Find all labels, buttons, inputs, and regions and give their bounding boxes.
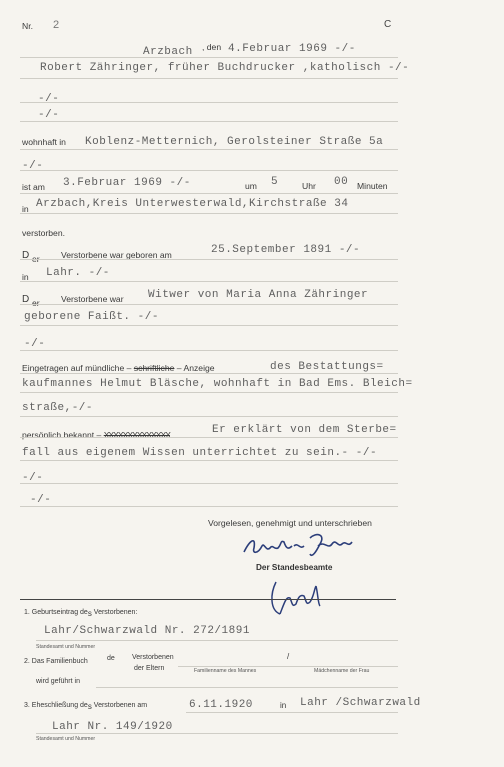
line bbox=[20, 304, 398, 305]
um-label: um bbox=[245, 181, 257, 191]
registrar-title: Der Standesbeamte bbox=[256, 563, 333, 572]
line bbox=[36, 640, 398, 641]
line bbox=[186, 712, 398, 713]
birth-in-label: in bbox=[22, 272, 29, 282]
death-in-label: in bbox=[22, 204, 29, 214]
line bbox=[20, 483, 398, 484]
line bbox=[20, 121, 398, 122]
residence-extra: -/- bbox=[22, 160, 44, 172]
nr-value: 2 bbox=[53, 19, 60, 31]
line bbox=[36, 733, 398, 734]
marital-value: Witwer von Maria Anna Zähringer bbox=[148, 289, 369, 301]
identity-value-1: Er erklärt von dem Sterbe= bbox=[212, 424, 397, 436]
footer-item-2-de: de bbox=[107, 655, 115, 662]
line bbox=[20, 506, 398, 507]
footer-item-1-text: 1. Geburtseintrag de bbox=[24, 609, 88, 616]
death-date: 3.Februar 1969 -/- bbox=[63, 177, 191, 189]
footer-item-3-post: Verstorbenen am bbox=[93, 702, 148, 709]
marital-line-3: -/- bbox=[24, 338, 46, 350]
line bbox=[178, 666, 398, 667]
der-d: D bbox=[22, 250, 30, 261]
death-hour: 5 bbox=[271, 176, 279, 188]
form-code: C bbox=[384, 19, 392, 30]
footer-item-2-der-eltern: der Eltern bbox=[134, 665, 165, 672]
nr-label: Nr. bbox=[22, 21, 33, 31]
struck-text: XXXXXXXXXXXXXX bbox=[103, 430, 170, 440]
footer-item-1-post: Verstorbenen: bbox=[93, 609, 138, 616]
ist-am-label: ist am bbox=[22, 182, 45, 192]
line bbox=[20, 170, 398, 171]
residence-value: Koblenz-Metternich, Gerolsteiner Straße 5a bbox=[85, 136, 384, 148]
der-d: D bbox=[22, 294, 30, 305]
line bbox=[20, 149, 398, 150]
verstorben-text: verstorben. bbox=[22, 228, 65, 238]
line bbox=[20, 325, 398, 326]
uhr-label: Uhr bbox=[302, 181, 316, 191]
death-minutes: 00 bbox=[334, 176, 349, 188]
caption: Mädchenname der Frau bbox=[314, 668, 370, 674]
place-name: Arzbach bbox=[143, 46, 193, 58]
line bbox=[20, 350, 398, 351]
struck-text: schriftliche bbox=[133, 363, 175, 373]
line bbox=[20, 281, 398, 282]
line bbox=[20, 213, 398, 214]
footer-item-2-slash: / bbox=[287, 652, 290, 661]
minuten-label: Minuten bbox=[357, 181, 388, 191]
death-place: Arzbach,Kreis Unterwesterwald,Kirchstraße 34 bbox=[36, 198, 349, 210]
footer-item-2-verstorbenen: Verstorbenen bbox=[132, 654, 174, 661]
line bbox=[20, 460, 398, 461]
caption: Familienname des Mannes bbox=[194, 668, 257, 674]
birth-label: Verstorbene war geboren am bbox=[61, 250, 172, 260]
marital-line-2: geborene Faißt. -/- bbox=[24, 311, 159, 323]
registration-label-post: – Anzeige bbox=[176, 363, 215, 373]
footer-item-3-label bbox=[24, 702, 147, 711]
identity-label-text: persönlich bekannt – bbox=[22, 430, 102, 440]
identity-line-4: -/- bbox=[30, 494, 52, 506]
caption: Standesamt und Nummer bbox=[36, 736, 96, 742]
line bbox=[96, 687, 398, 688]
person-line-3: -/- bbox=[38, 109, 60, 121]
registration-value-1: des Bestattungs= bbox=[270, 361, 384, 373]
marriage-in-label: in bbox=[280, 701, 287, 710]
line bbox=[20, 392, 398, 393]
footer-item-3-text: 3. Eheschließung de bbox=[24, 702, 88, 709]
footer-divider bbox=[20, 599, 396, 600]
registration-value-3: straße,-/- bbox=[22, 402, 94, 414]
marriage-entry-value: Lahr Nr. 149/1920 bbox=[52, 721, 173, 733]
marriage-date: 6.11.1920 bbox=[189, 699, 253, 711]
marital-label: Verstorbene war bbox=[61, 294, 124, 304]
der-er: er bbox=[32, 254, 40, 264]
registration-label-pre: Eingetragen auf mündliche – bbox=[22, 363, 132, 373]
birth-entry-value: Lahr/Schwarzwald Nr. 272/1891 bbox=[44, 625, 250, 637]
footer-item-1-sub: s bbox=[87, 609, 92, 618]
line bbox=[20, 193, 398, 194]
residence-label: wohnhaft in bbox=[22, 137, 66, 147]
person-line-2: -/- bbox=[38, 93, 60, 105]
den-label: , den bbox=[202, 42, 222, 52]
line bbox=[20, 437, 398, 438]
line bbox=[20, 102, 398, 103]
line bbox=[20, 57, 398, 58]
informant-signature bbox=[240, 530, 360, 565]
footer-item-2-gefuehrt: wird geführt in bbox=[36, 678, 80, 685]
footer-item-3-sub: s bbox=[87, 702, 92, 711]
der-er: er bbox=[32, 298, 40, 308]
caption: Standesamt und Nummer bbox=[36, 644, 96, 650]
line bbox=[20, 373, 398, 374]
identity-label bbox=[22, 430, 170, 440]
marriage-place: Lahr /Schwarzwald bbox=[300, 697, 421, 709]
line bbox=[20, 416, 398, 417]
registration-value-2: kaufmannes Helmut Bläsche, wohnhaft in Bad Ems. Bleich= bbox=[22, 378, 413, 390]
line bbox=[20, 259, 398, 260]
footer-item-2-label: 2. Das Familienbuch bbox=[24, 658, 88, 665]
line bbox=[20, 78, 398, 79]
person-name: Robert Zähringer, früher Buchdrucker ,katholisch -/- bbox=[40, 62, 410, 74]
footer-item-1-label bbox=[24, 609, 137, 618]
registration-label bbox=[22, 363, 215, 373]
birth-place: Lahr. -/- bbox=[46, 267, 110, 279]
registrar-signature bbox=[262, 574, 332, 626]
read-approved-text: Vorgelesen, genehmigt und unterschrieben bbox=[208, 518, 372, 528]
identity-line-3: -/- bbox=[22, 472, 44, 484]
identity-value-2: fall aus eigenem Wissen unterrichtet zu sein.- -/- bbox=[22, 447, 378, 459]
document-date: 4.Februar 1969 -/- bbox=[228, 43, 356, 55]
birth-date: 25.September 1891 -/- bbox=[211, 244, 361, 256]
